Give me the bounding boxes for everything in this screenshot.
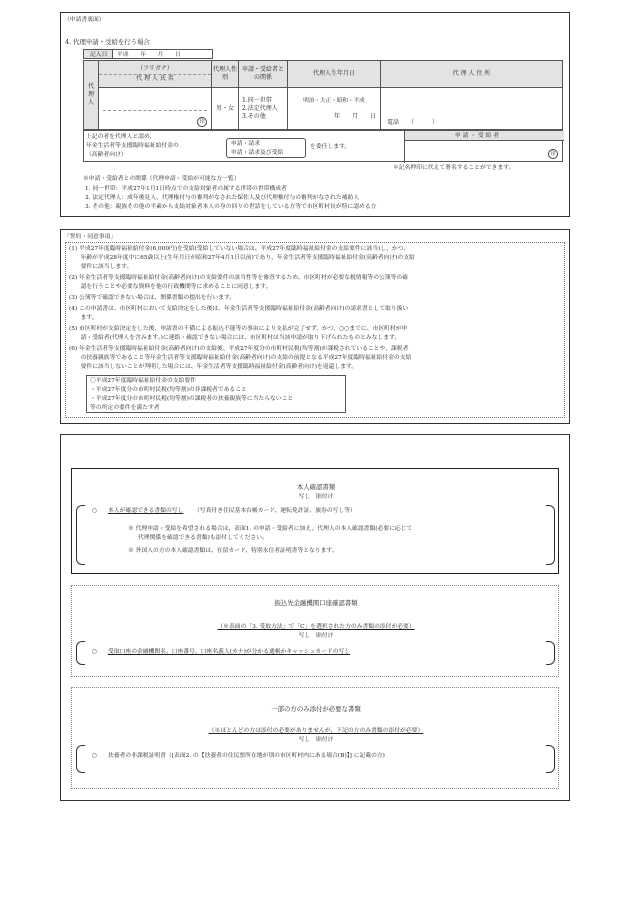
id-document-box [71,468,559,574]
id-doc-note-1b: 代理関係を確認できる書類)も添付してください。 [138,535,268,541]
agent-heading: 4. 代理申請・受給を行う場合 [65,38,150,46]
relation-note-title: ※申請・受給者との関係（代理申請・受給が可能な方一覧） [83,176,240,182]
agent-name-field[interactable] [99,88,212,130]
agent-label: 代理人 [84,61,99,130]
partial-document-condition: （※ほとんどの方は添付の必要がありませんが、下記の方のみ書類の添付が必要） [208,728,424,734]
partial-document-box [71,687,559,789]
bank-document-title: 振込先金融機関口座確認書類 [274,599,358,607]
id-doc-main: 本人が確認できる書類の写し [108,508,184,514]
agent-section [60,12,570,217]
pledge-list: (1) 平成27年度臨時福祉給付金(6,000円)を受給(受給していない場合は、平成27年度臨時福祉給付金の支給要件に該当)し、かつ、 年齢が平成28年度中に65歳以上(生年月日が昭和27年4月1日以前)であり、年金生活者等支援臨時福祉給付金(高齢者向け)の支給 要件に該当します。 (2) 年金生活者等支援臨時福祉給付金(高齢者向け)の支給要件の該当性等を審査するため、市区町村が必要な税情報等の公簿等の確 認を行うことや必要な資料を他の行政機関等に求めることに同意します。 (3) 公簿等で確認できない場合は、関係書類の提出を行います。 (4) この申請書は、市区町村において支給決定をした後は、年金生活者等支援臨時福祉給付金(高齢者向け)の請求書として取り扱い ます。 (5) 市区町村が支給決定をした後、申請書の不備による振込不能等の事由により支払が完了せず、かつ、○○までに、市区町村が申 請・受給者(代理人を含みます。)に連絡・確認できない場合には、市区町村は当該申請が取り下げられたものとみなします。 (6) 年金生活者等支援臨時福祉給付金(高齢者向け)の支給後、平成27年度分の市町村民税(均等割)が課税されていることや、課税者 の扶養親族等であること等年金生活者等支援臨時福祉給付金(高齢者向け)の支給の前提となる平成27年度臨時福祉給付金の支給 要件に該当しないことが判明した場合には、年金生活者等支援臨時福祉給付金(高齢者向け)を返還します。 〇平成27年度臨時福祉給付金の支給要件 ・平成27年度分の市町村民税(均等割)の非課税者であること ・平成27年度分の市町村民税(均等割)の課税者の扶養親族等に当たらないこと 等の所定の要件を満たす者 [65,242,565,418]
requirement-box: 〇平成27年度臨時福祉給付金の支給要件 ・平成27年度分の市町村民税(均等割)の非課税者であること ・平成27年度分の市町村民税(均等割)の課税者の扶養親族等に当たらないこと 等の所定の要件を満たす者 [86,375,346,413]
birth-header: 代理人生年月日 [288,61,381,88]
applicant-header: 申 請 ・ 受 給 者 [404,131,564,141]
signature-note: ＊記名押印に代えて署名することができます。 [393,165,515,171]
address-field[interactable]: 電話 （ ） [381,88,563,130]
applicant-field[interactable] [404,141,564,163]
address-header: 代 理 人 住 所 [381,61,563,88]
partial-document-sub: 写し 貼付け [298,737,334,743]
bank-document-condition: （※表面の「3. 受取方法」で「C」を選択された方のみ書類の添付が必要） [217,624,415,630]
corner-label: （申請書裏面） [64,17,105,23]
id-document-sub: 写し 貼付け [298,494,334,500]
relation-field[interactable]: 1.同一世帯 2.法定代理人 3.その他 [239,88,288,130]
delegation-box: 上記の者を代理人と認め、 年金生活者等支援臨時福祉給付金の （高齢者向け） 申請・請求 申請・請求及び受給 を委任します。 申 請 ・ 受 給 者 印 [83,130,563,162]
bank-document-box [71,585,559,677]
gender-field[interactable]: 男・女 [212,88,239,130]
bank-doc-line: 受取口座の金融機関名、口座番号、口座名義人(カナ)が分かる通帳かキャッシュカードの写し [108,649,351,655]
pledge-section [60,229,570,424]
agent-table [83,60,563,130]
id-doc-note-1: ※ 代理申請・受給を希望される場合は、表面1. の申請・受給者に加え、代理人の本人確認書類(必要に応じて [128,526,413,532]
choice-bracket[interactable] [226,138,306,158]
relation-note-3: 3. その他：親族その他の平素から支給対象者本人の身の回りの世話をしている方等で市区町村長が特に認める方 [85,204,377,210]
id-document-title: 本人確認書類 [296,483,336,491]
id-doc-bullet: ○ [92,508,98,514]
name-header: （フリガナ） 代 理 人 氏 名 [99,61,212,88]
relation-note-1: 1. 同一世帯：平成27年1月1日時点での支給対象者の属する世帯の世帯構成者 [85,186,287,192]
partial-doc-bullet: ○ [92,753,98,759]
gender-header: 代理人性別 [212,61,239,88]
pledge-title: 「誓約・同意事項」 [64,234,117,240]
birth-field[interactable]: 明治・大正・昭和・平成 年 月 日 [288,88,381,130]
choice-apply: 申請・請求 [231,141,260,147]
attachments-section [60,434,570,801]
seal-mark: 印 [197,117,207,127]
partial-document-title: 一部の方のみ添付が必要な書類 [271,705,361,713]
entry-date-field[interactable]: 平成 年 月 日 [113,49,213,59]
entry-date-label-cell: 記入日 [83,49,113,59]
bank-doc-bullet: ○ [92,649,98,655]
id-doc-examples: （写真付き住民基本台帳カード、運転免許証、旅券の写し等） [194,508,356,514]
relation-note-2: 2. 法定代理人：成年後見人、代理権付与の審判がなされた保佐人及び代理権付与の審判がなされた補助人 [85,195,360,201]
bank-document-sub: 写し 貼付け [298,633,334,639]
id-doc-note-2: ※ 外国人の方の本人確認書類は、在留カード、特別永住者証明書等となります。 [128,548,338,554]
applicant-seal-mark: 印 [548,149,558,159]
partial-doc-line: 扶養者の非課税証明書（[表面2. の【扶養者の住民票所在地が別の市区町村内にある場合(B)】] に記載の方) [108,753,385,759]
relation-header: 申請・受給者との関係 [239,61,288,88]
choice-apply-receive: 申請・請求及び受給 [231,150,284,156]
